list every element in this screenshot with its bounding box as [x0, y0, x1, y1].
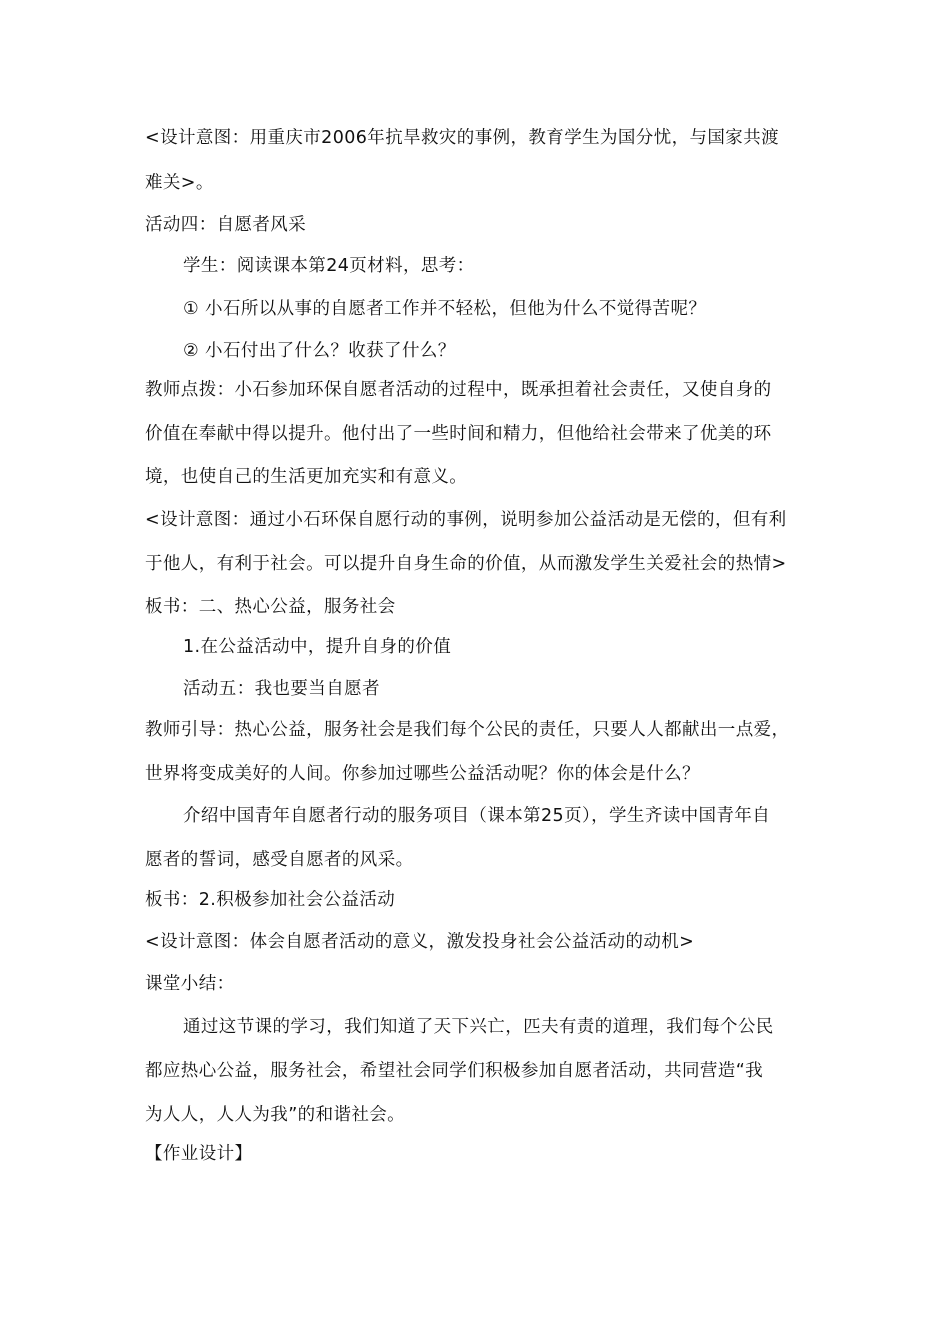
introduction-line-1: 介绍中国青年自愿者行动的服务项目（课本第25页），学生齐读中国青年自 — [183, 806, 771, 826]
summary-line-1: 通过这节课的学习，我们知道了天下兴亡，匹夫有责的道理，我们每个公民 — [183, 1017, 774, 1037]
introduction-line-2: 愿者的誓词，感受自愿者的风采。 — [145, 850, 414, 870]
class-summary-heading: 课堂小结： — [145, 974, 235, 994]
teacher-lead-line-1: 教师引导：热心公益，服务社会是我们每个公民的责任，只要人人都献出一点爱， — [145, 720, 790, 740]
board-heading-2: 板书：二、热心公益，服务社会 — [145, 597, 396, 617]
activity-5-heading: 活动五：我也要当自愿者 — [183, 679, 380, 699]
board-point-2: 板书：2.积极参加社会公益活动 — [145, 890, 396, 910]
question-1: ① 小石所以从事的自愿者工作并不轻松，但他为什么不觉得苦呢？ — [183, 299, 707, 319]
student-reading-line: 学生：阅读课本第24页材料，思考： — [183, 256, 475, 276]
design-intent-1-line-2: 难关>。 — [145, 173, 214, 193]
board-point-1: 1.在公益活动中，提升自身的价值 — [183, 637, 452, 657]
design-intent-1-line-1: <设计意图：用重庆市2006年抗旱救灾的事例，教育学生为国分忧，与国家共渡 — [145, 128, 779, 148]
design-intent-2-line-2: 于他人，有利于社会。可以提升自身生命的价值，从而激发学生关爱社会的热情> — [145, 554, 787, 574]
teacher-guidance-line-1: 教师点拨：小石参加环保自愿者活动的过程中，既承担着社会责任，又使自身的 — [145, 380, 772, 400]
homework-design-heading: 【作业设计】 — [145, 1144, 253, 1164]
teacher-lead-line-2: 世界将变成美好的人间。你参加过哪些公益活动呢？你的体会是什么？ — [145, 764, 700, 784]
teacher-guidance-line-2: 价值在奉献中得以提升。他付出了一些时间和精力，但他给社会带来了优美的环 — [145, 424, 772, 444]
teacher-guidance-line-3: 境，也使自己的生活更加充实和有意义。 — [145, 467, 468, 487]
design-intent-3: <设计意图：体会自愿者活动的意义，激发投身社会公益活动的动机> — [145, 932, 695, 952]
question-2: ② 小石付出了什么？收获了什么？ — [183, 341, 456, 361]
activity-4-heading: 活动四：自愿者风采 — [145, 215, 307, 235]
summary-line-3: 为人人，人人为我”的和谐社会。 — [145, 1105, 406, 1125]
design-intent-2-line-1: <设计意图：通过小石环保自愿行动的事例，说明参加公益活动是无偿的，但有利 — [145, 510, 787, 530]
summary-line-2: 都应热心公益，服务社会，希望社会同学们积极参加自愿者活动，共同营造“我 — [145, 1061, 764, 1081]
